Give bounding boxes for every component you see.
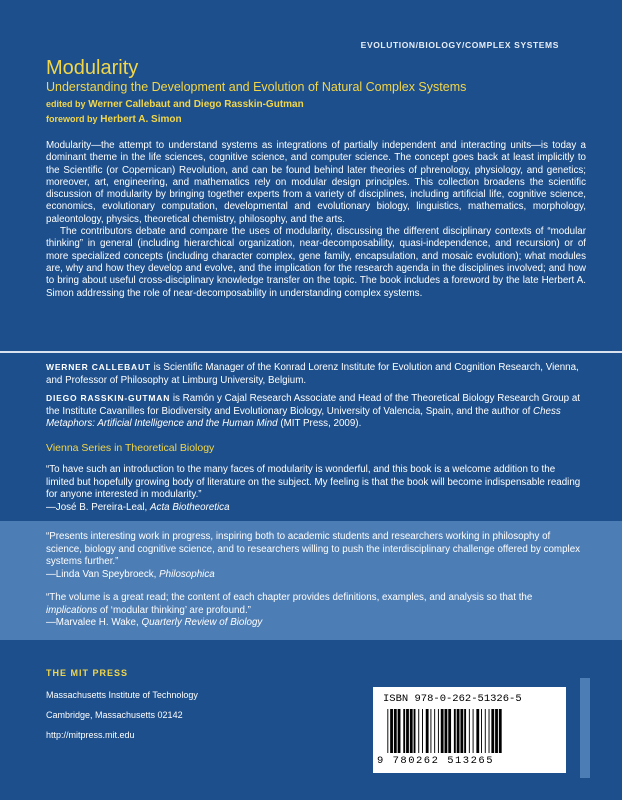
quote-attribution bbox=[46, 569, 586, 582]
bio-text: is Scientific Manager of the Konrad Lorenz Institute for Evolution and Cognition Research, Vienna, and Professor of Philosophy at Limburg University, Belgium. bbox=[46, 362, 579, 386]
editors-line bbox=[46, 97, 586, 112]
barcode-bar bbox=[410, 709, 413, 753]
barcode-bar bbox=[476, 709, 479, 753]
publisher-city: Cambridge, Massachusetts 02142 bbox=[46, 710, 183, 720]
isbn-barcode bbox=[373, 687, 566, 773]
quote-author: —Marvalee H. Wake, bbox=[46, 617, 142, 629]
description-paragraph: The contributors debate and compare the uses of modularity, discussing the different disciplinary contexts of “modular thinking” in general (including hierarchical organization, near-decomposability, quasi-independence, and recursion) or of more specialized concepts (including character complex, gene family, encapsulation, and mosaic evolution); what modules are, why and how they develop and evolve, and the implication for the research agenda in the disciplines involved; and how to bring about useful cross-disciplinary knowledge transfer on the topic. The book includes a foreword by the late Herbert A. Simon addressing the role of near-decomposability in understanding complex systems. bbox=[46, 226, 586, 299]
quote-emphasis: implications bbox=[46, 604, 98, 616]
barcode-bar bbox=[485, 709, 486, 753]
bio-text: is Ramón y Cajal Research Associate and Head of the Theoretical Biology Research Group at the Institute Cavanilles for Biodiversity and Evolutionary Biology, University of Valencia, Spain, and the author of bbox=[46, 393, 581, 417]
editor-bio bbox=[46, 392, 586, 431]
series-title: Vienna Series in Theoretical Biology bbox=[46, 442, 215, 454]
header bbox=[46, 56, 586, 127]
review-quote bbox=[46, 531, 586, 581]
barcode-bar bbox=[448, 709, 451, 753]
barcode-bar bbox=[499, 709, 502, 753]
book-subtitle: Understanding the Development and Evolution of Natural Complex Systems bbox=[46, 80, 467, 94]
barcode-bar bbox=[387, 709, 388, 753]
book-description bbox=[46, 140, 586, 300]
publisher-name: THE MIT PRESS bbox=[46, 668, 129, 678]
barcode-bar bbox=[495, 709, 498, 753]
barcode-bar bbox=[403, 709, 405, 753]
quote-text-part: of ‘modular thinking’ are profound.” bbox=[97, 604, 251, 616]
quote-source: Quarterly Review of Biology bbox=[141, 617, 263, 629]
barcode-bar bbox=[390, 709, 393, 753]
barcode-bar bbox=[491, 709, 494, 753]
book-title: Modularity bbox=[46, 57, 139, 79]
barcode-bar bbox=[406, 709, 409, 753]
divider bbox=[0, 351, 622, 353]
barcode-bar bbox=[414, 709, 416, 753]
quote-author: —José B. Pereira-Leal, bbox=[46, 501, 151, 513]
category-label: EVOLUTION/BIOLOGY/COMPLEX SYSTEMS bbox=[360, 40, 559, 50]
foreword-name: Herbert A. Simon bbox=[100, 114, 182, 125]
bio-name: DIEGO RASSKIN-GUTMAN bbox=[46, 393, 171, 403]
barcode-bar bbox=[457, 709, 460, 753]
isbn-label: ISBN 978-0-262-51326-5 bbox=[383, 693, 522, 705]
barcode-bar bbox=[445, 709, 448, 753]
quote-text: “Presents interesting work in progress, inspiring both to academic students and researchers working in philosophy of science, biology and cognitive science, and to researchers willing to push the interdisciplinary challenge offered by complex systems further.” bbox=[46, 531, 581, 568]
spine-strip bbox=[580, 678, 590, 778]
barcode-bar bbox=[454, 709, 456, 753]
quote-attribution bbox=[46, 617, 586, 630]
barcode-bar bbox=[418, 709, 419, 753]
review-quote bbox=[46, 592, 586, 630]
barcode-bar bbox=[441, 709, 444, 753]
bio-text-end: (MIT Press, 2009). bbox=[277, 418, 362, 430]
publisher-url[interactable]: http://mitpress.mit.edu bbox=[46, 730, 135, 740]
ean-number: 9 780262 513265 bbox=[377, 755, 495, 767]
barcode-bar bbox=[469, 709, 470, 753]
barcode-bar bbox=[464, 709, 466, 753]
barcode-bars bbox=[385, 709, 549, 753]
barcode-bar bbox=[438, 709, 439, 753]
barcode-bar bbox=[426, 709, 429, 753]
quote-source: Philosophica bbox=[159, 568, 215, 580]
publisher-address: Massachusetts Institute of Technology bbox=[46, 690, 198, 700]
description-paragraph: Modularity—the attempt to understand systems as integrations of partially independent and interacting units—is today a dominant theme in the life sciences, cognitive science, and computer science. The concept goes back at least implicitly to the Scientific (or Copernican) Revolution, and can be found behind later theories of phrenology, physiology, and genetics; moreover, art, engineering, and mathematics rely on modular design principles. This collection broadens the scientific discussion of modularity by bringing together experts from a variety of disciplines, including artificial life, cognitive science, economics, evolutionary computation, developmental and evolutionary biology, linguistics, mathematics, morphology, paleontology, physics, theoretical chemistry, philosophy, and the arts. bbox=[46, 140, 586, 225]
barcode-bar bbox=[398, 709, 401, 753]
barcode-bar bbox=[422, 709, 423, 753]
quote-author: —Linda Van Speybroeck, bbox=[46, 568, 160, 580]
barcode-bar bbox=[394, 709, 397, 753]
quote-text bbox=[46, 592, 586, 617]
review-quote bbox=[46, 464, 586, 514]
barcode-bar bbox=[481, 709, 482, 753]
book-reference: Chess Metaphors: Artificial Intelligence and the Human Mind bbox=[46, 405, 561, 430]
quote-attribution bbox=[46, 502, 586, 515]
editor-bio bbox=[46, 361, 586, 387]
editors-label: edited by bbox=[46, 99, 86, 109]
foreword-line bbox=[46, 112, 586, 127]
quote-text: “To have such an introduction to the many faces of modularity is wonderful, and this book is a welcome addition to the limited but hopefully growing body of literature on the subject. My feeling is that the book will become indispensable reading for anyone interested in modularity.” bbox=[46, 464, 581, 501]
quote-source: Acta Biotheoretica bbox=[150, 501, 230, 513]
barcode-bar bbox=[489, 709, 490, 753]
barcode-bar bbox=[473, 709, 474, 753]
bio-name: WERNER CALLEBAUT bbox=[46, 362, 151, 372]
barcode-bar bbox=[460, 709, 463, 753]
barcode-bar bbox=[434, 709, 435, 753]
editors-names: Werner Callebaut and Diego Rasskin-Gutman bbox=[88, 99, 304, 110]
barcode-bar bbox=[430, 709, 431, 753]
quote-text-part: “The volume is a great read; the content of each chapter provides definitions, examples, and analysis so that the bbox=[46, 592, 533, 603]
foreword-label: foreword by bbox=[46, 114, 98, 124]
